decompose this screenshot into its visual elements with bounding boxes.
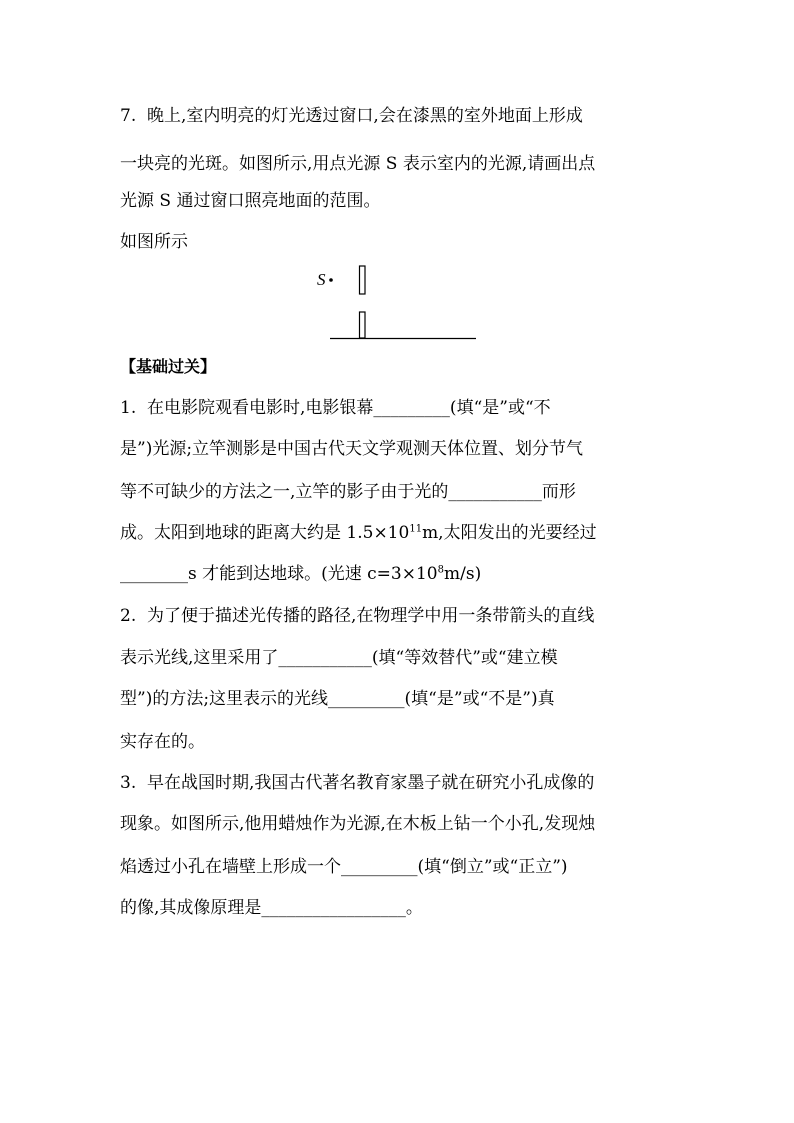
q3-line-4: 的像,其成像原理是_________________。 (120, 898, 423, 918)
q1-exponent-2: 8 (437, 564, 444, 576)
q1-line-4-text: 成。太阳到地球的距离大约是 1.5×10 (120, 523, 410, 543)
q3-line-1: 3. 早在战国时期,我国古代著名教育家墨子就在研究小孔成像的 (120, 773, 595, 793)
point-source-dot (329, 278, 333, 282)
q3-line-3: 焰透过小孔在墙壁上形成一个_________(填“倒立”或“正立”) (120, 857, 568, 877)
q7-line-3: 光源 S 通过窗口照亮地面的范围。 (120, 191, 381, 211)
q2-line-2: 表示光线,这里采用了___________(填“等效替代”或“建立模 (120, 648, 558, 668)
q7-line-1: 7. 晚上,室内明亮的灯光透过窗口,会在漆黑的室外地面上形成 (120, 106, 583, 126)
q2-line-4: 实存在的。 (120, 732, 205, 752)
window-light-figure (300, 260, 500, 350)
q2-line-1: 2. 为了便于描述光传播的路径,在物理学中用一条带箭头的直线 (120, 606, 595, 626)
upper-wall (360, 266, 366, 294)
figure-svg (300, 260, 500, 350)
section-title: 【基础过关】 (120, 357, 217, 376)
q1-line-5-text: ________s 才能到达地球。(光速 c=3×10 (120, 564, 438, 584)
q1-line-2: 是”)光源;立竿测影是中国古代天文学观测天体位置、划分节气 (120, 439, 584, 459)
q3-line-2: 现象。如图所示,他用蜡烛作为光源,在木板上钻一个小孔,发现烛 (120, 814, 596, 834)
q1-line-5-text-b: m/s) (444, 564, 482, 584)
q1-line-1: 1. 在电影院观看电影时,电影银幕_________(填“是”或“不 (120, 398, 551, 418)
q1-line-4 (120, 523, 597, 543)
q7-line-2: 一块亮的光斑。如图所示,用点光源 S 表示室内的光源,请画出点 (120, 154, 596, 174)
q1-line-4-text-b: m,太阳发出的光要经过 (422, 523, 597, 543)
q1-exponent: 11 (409, 523, 423, 535)
q1-line-5 (120, 564, 481, 584)
lower-wall (360, 312, 366, 338)
point-source-label: S (317, 270, 326, 289)
q1-line-3: 等不可缺少的方法之一,立竿的影子由于光的___________而形 (120, 482, 576, 502)
q2-line-3: 型”)的方法;这里表示的光线_________(填“是”或“不是”)真 (120, 689, 555, 709)
figure-caption: 如图所示 (120, 232, 188, 252)
